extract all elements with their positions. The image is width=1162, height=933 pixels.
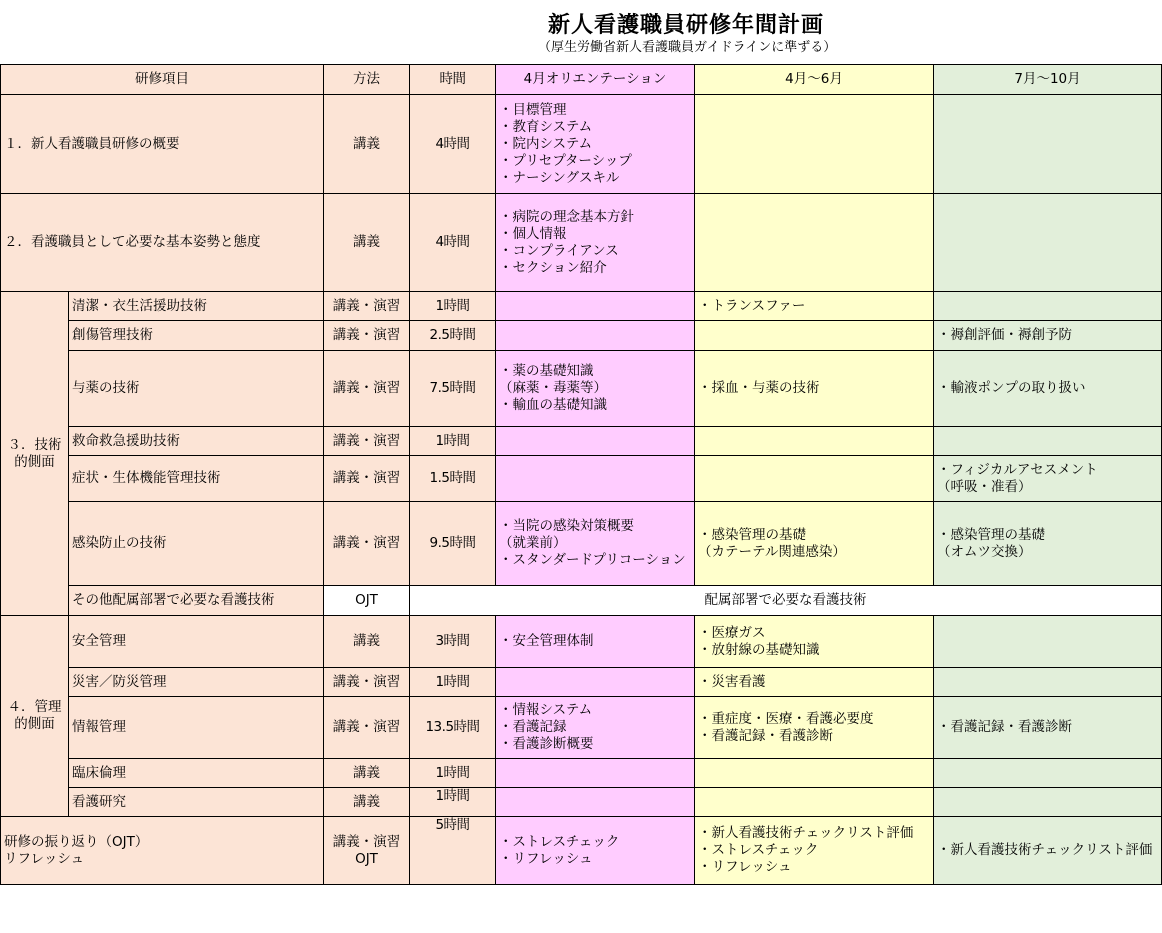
header-apr-jun: 4月～6月 [695,65,934,95]
table-row [1,427,1162,456]
table-row [1,292,1162,321]
jul-oct-cell [934,788,1162,817]
item-cell: 研修の振り返り（OJT） リフレッシュ [1,817,324,885]
orientation-cell [496,427,695,456]
time-cell: 3時間 [410,616,496,668]
time-cell: 1.5時間 [410,456,496,502]
method-cell: 講義・演習 [324,292,410,321]
item-cell: 感染防止の技術 [69,502,324,586]
item-cell: 清潔・衣生活援助技術 [69,292,324,321]
table-row [1,351,1162,427]
orientation-cell [496,759,695,788]
table-row [1,586,1162,616]
apr-jun-cell: ・採血・与薬の技術 [695,351,934,427]
method-cell: 講義・演習 [324,668,410,697]
orientation-cell: ・情報システム ・看護記録 ・看護診断概要 [496,697,695,759]
table-row [1,668,1162,697]
method-cell: 講義 [324,759,410,788]
item-cell: 与薬の技術 [69,351,324,427]
apr-jun-cell [695,95,934,194]
header-method: 方法 [324,65,410,95]
item-cell: その他配属部署で必要な看護技術 [69,586,324,616]
training-plan-table [0,64,1162,885]
apr-jun-cell: ・医療ガス ・放射線の基礎知識 [695,616,934,668]
apr-jun-cell [695,321,934,351]
page-title: 新人看護職員研修年間計画 [548,13,825,38]
jul-oct-cell [934,95,1162,194]
time-cell: 5時間 [410,817,496,885]
method-cell: 講義・演習 [324,321,410,351]
orientation-cell [496,292,695,321]
item-cell: １．新人看護職員研修の概要 [1,95,324,194]
method-cell: 講義・演習 [324,456,410,502]
orientation-cell: ・安全管理体制 [496,616,695,668]
table-row [1,456,1162,502]
method-cell: 講義・演習 OJT [324,817,410,885]
apr-jun-cell [695,788,934,817]
header-time: 時間 [410,65,496,95]
header-row [1,65,1162,95]
jul-oct-cell [934,427,1162,456]
table-row [1,502,1162,586]
jul-oct-cell: ・看護記録・看護診断 [934,697,1162,759]
orientation-cell [496,456,695,502]
time-cell: 7.5時間 [410,351,496,427]
orientation-cell [496,668,695,697]
header-jul-oct: 7月～10月 [934,65,1162,95]
jul-oct-cell [934,759,1162,788]
table-row [1,194,1162,292]
apr-jun-cell: ・感染管理の基礎 （カテーテル関連感染） [695,502,934,586]
apr-jun-cell: ・新人看護技術チェックリスト評価 ・ストレスチェック ・リフレッシュ [695,817,934,885]
table-row [1,95,1162,194]
apr-jun-cell [695,427,934,456]
item-cell: 臨床倫理 [69,759,324,788]
method-cell: 講義 [324,194,410,292]
orientation-cell [496,788,695,817]
header-item: 研修項目 [1,65,324,95]
jul-oct-cell [934,194,1162,292]
method-cell: 講義・演習 [324,502,410,586]
item-cell: 創傷管理技術 [69,321,324,351]
jul-oct-cell [934,292,1162,321]
item-cell: 災害／防災管理 [69,668,324,697]
table-row [1,759,1162,788]
table-row [1,616,1162,668]
method-cell: 講義・演習 [324,427,410,456]
item-cell: 救命救急援助技術 [69,427,324,456]
item-cell: 情報管理 [69,697,324,759]
jul-oct-cell: ・輸液ポンプの取り扱い [934,351,1162,427]
method-cell: 講義・演習 [324,351,410,427]
time-cell: 4時間 [410,194,496,292]
jul-oct-cell: ・フィジカルアセスメント （呼吸・准看） [934,456,1162,502]
table-row [1,788,1162,817]
jul-oct-cell: ・新人看護技術チェックリスト評価 [934,817,1162,885]
apr-jun-cell: ・トランスファー [695,292,934,321]
method-cell: 講義 [324,788,410,817]
method-cell: 講義・演習 [324,697,410,759]
apr-jun-cell [695,456,934,502]
time-cell: 1時間 [410,759,496,788]
category-technical: ３．技術 的側面 [1,292,69,616]
page-subtitle: （厚生労働省新人看護職員ガイドラインに準ずる） [538,40,837,55]
time-cell: 2.5時間 [410,321,496,351]
jul-oct-cell: ・感染管理の基礎 （オムツ交換） [934,502,1162,586]
time-cell: 13.5時間 [410,697,496,759]
item-cell: 症状・生体機能管理技術 [69,456,324,502]
apr-jun-cell [695,759,934,788]
time-cell: 9.5時間 [410,502,496,586]
time-cell: 1時間 [410,788,496,817]
orientation-cell: ・目標管理 ・教育システム ・院内システム ・プリセプターシップ ・ナーシングスキル [496,95,695,194]
orientation-cell: ・薬の基礎知識 （麻薬・毒薬等） ・輸血の基礎知識 [496,351,695,427]
table-row [1,817,1162,885]
merged-schedule-cell: 配属部署で必要な看護技術 [410,586,1162,616]
time-cell: 1時間 [410,427,496,456]
table-row [1,697,1162,759]
time-cell: 4時間 [410,95,496,194]
apr-jun-cell: ・重症度・医療・看護必要度 ・看護記録・看護診断 [695,697,934,759]
orientation-cell: ・当院の感染対策概要 （就業前） ・スタンダードプリコーション [496,502,695,586]
orientation-cell [496,321,695,351]
time-cell: 1時間 [410,668,496,697]
time-cell: 1時間 [410,292,496,321]
table-row [1,321,1162,351]
method-cell: 講義 [324,95,410,194]
item-cell: 安全管理 [69,616,324,668]
orientation-cell: ・ストレスチェック ・リフレッシュ [496,817,695,885]
header-orientation: 4月オリエンテーション [496,65,695,95]
jul-oct-cell [934,668,1162,697]
orientation-cell: ・病院の理念基本方針 ・個人情報 ・コンプライアンス ・セクション紹介 [496,194,695,292]
jul-oct-cell: ・褥創評価・褥創予防 [934,321,1162,351]
method-cell: OJT [324,586,410,616]
apr-jun-cell: ・災害看護 [695,668,934,697]
item-cell: ２．看護職員として必要な基本姿勢と態度 [1,194,324,292]
category-management: ４．管理 的側面 [1,616,69,817]
apr-jun-cell [695,194,934,292]
item-cell: 看護研究 [69,788,324,817]
method-cell: 講義 [324,616,410,668]
jul-oct-cell [934,616,1162,668]
